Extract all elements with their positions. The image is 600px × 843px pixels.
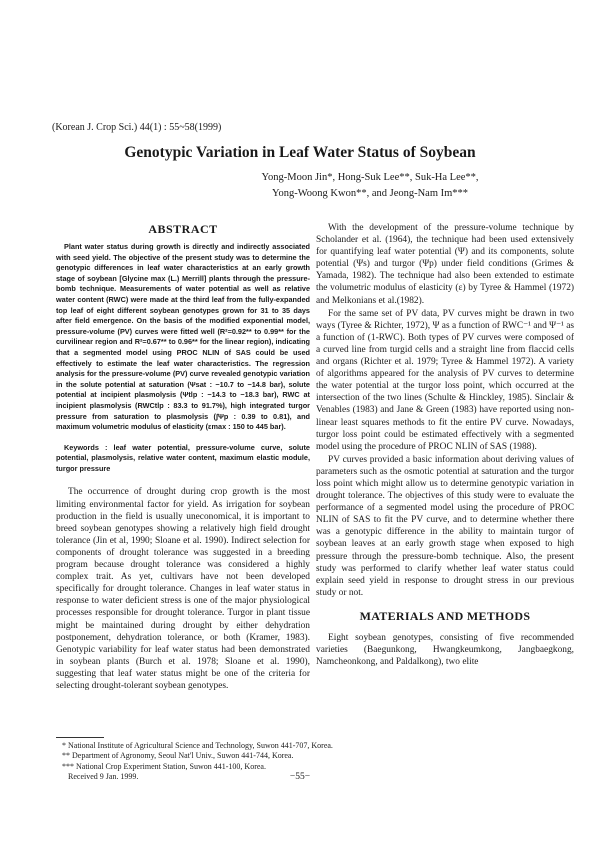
paper-title: Genotypic Variation in Leaf Water Status of Soybean bbox=[124, 144, 476, 161]
methods-heading: MATERIALS AND METHODS bbox=[359, 608, 531, 623]
body-paragraph-2: For the same set of PV data, PV curves might be drawn in two ways (Tyree & Richter, 1972), Ψ as a function of RWC⁻¹ and Ψ⁻¹ as a function of (1-RWC). Both types of PV curves were composed of a curved line from turgid cells and a straight line from flaccid cells and organs (Richter et al. 1979; Tyree & Hammel 1972). A variety of algorithms appeared for the analysis of PV curves to determine the water potential at the turgor loss point, which occurred at the intersection of the two lines (Schulte & Hinckley, 1985). Sinclair & Venables (1983) and Jane & Green (1983) have reported using non-linear least squares methods to fit the entire PV curve. Nowadays, turgor loss point could be estimated effectively with a segmented model using the procedure of PROC NLIN of SAS (1988). bbox=[316, 308, 574, 452]
page-number: −55− bbox=[289, 772, 311, 782]
abstract-text: Plant water status during growth is directly and indirectly associated with seed yield. The objective of the present study was to determine the genotypic differences in leaf water characteristics at an early growth stage of soybean [Glycine max (L.) Merrill] plants through the pressure-bomb technique. Measurements of water potential as well as relative water content (RWC) were made at the third leaf from the fully-expanded top leaf of eight different soybean genotypes grown for 31 to 35 days after field emergence. On the basis of the modified exponential model, pressure-volume (PV) curves were fitted well (R²=0.92** to 0.99** for the curvilinear region and R²=0.67** to 0.96** for the linear region), indicating that a segmented model using PROC NLIN of SAS could be used effectively to estimate the leaf water characteristics. The regression analysis for the pressure-volume (PV) curve revealed genotypic variation in the solute potential at saturation (Ψsat : −10.7 to −14.8 bar), solute potential at incipient plasmolysis (Ψtlp : −14.3 to −18.3 bar), RWC at incipient plasmolysis (RWCtlp : 83.3 to 91.7%), high integrated turgor pressure from saturation to plasmolysis (∫Ψp : 0.39 to 0.81), and maximum volumetric modulus of elasticity (εmax : 150 to 445 bar). bbox=[56, 242, 310, 432]
methods-paragraph: Eight soybean genotypes, consisting of five recommended varieties (Baegunkong, Hwangkeumkong, Jangbaegkong, Namcheonkong, and Paldalkong), two elite bbox=[316, 632, 574, 668]
footnote-1: * National Institute of Agricultural Science and Technology, Suwon 441-707, Korea. bbox=[62, 741, 333, 750]
right-column bbox=[316, 222, 574, 668]
keywords: Keywords : leaf water potential, pressure-volume curve, solute potential, plasmolysis, relative water content, maximum elastic module, turgor pressure bbox=[56, 442, 310, 473]
author-line-2: Yong-Woong Kwon**, and Jeong-Nam Im*** bbox=[271, 188, 469, 199]
author-list bbox=[160, 170, 580, 202]
received-date: Received 9 Jan. 1999. bbox=[68, 771, 139, 781]
left-column bbox=[56, 222, 310, 692]
footnote-2: ** Department of Agronomy, Seoul Nat'l Univ., Suwon 441-744, Korea. bbox=[62, 751, 294, 761]
body-paragraph-1: With the development of the pressure-volume technique by Scholander et al. (1964), the technique had been used extensively for quantifying leaf water potential (Ψ) and its components, solute potential (Ψs) and turgor (Ψp) under field conditions (Grimes & Yamada, 1982). The technique had also been extended to estimate the volumetric modulus of elasticity (ε) by Tyree & Hammel (1972) and Melkonians et al.(1982). bbox=[316, 223, 574, 306]
journal-reference: (Korean J. Crop Sci.) 44(1) : 55~58(1999) bbox=[52, 122, 222, 133]
footnote-rule bbox=[56, 737, 104, 738]
author-line-1: Yong-Moon Jin*, Hong-Suk Lee**, Suk-Ha Lee**, bbox=[261, 172, 479, 183]
abstract-heading: ABSTRACT bbox=[148, 222, 218, 236]
intro-paragraph: The occurrence of drought during crop growth is the most limiting environmental factor for yield. As irrigation for soybean production in the field is usually uneconomical, it is important to breed soybean genotypes showing a relatively high field drought tolerance (Jin et al, 1990; Sloane et al. 1990). Indirect selection for components of drought tolerance was suggested in a breeding program because drought tolerance was considered a highly complex trait. As yet, cultivars have not been developed specifically for drought tolerance. Changes in leaf water status in response to water deficient stress is one of the major physiological processes responsible for drought tolerance. Turgor in plant tissue might be maintained during drought by either dehydration postponement, dehydration tolerance, or both (Kramer, 1983). Genotypic variability for leaf water status had been demonstrated in soybean plants (Burch et al. 1978; Sloane et al. 1990), suggesting that leaf water status might be one of the criteria for selecting drought-tolerant soybean genotypes. bbox=[56, 487, 310, 691]
body-paragraph-3: PV curves provided a basic information about deriving values of parameters such as the osmotic potential at saturation and the turgor loss point which might allow us to determine genotypic variation in drought tolerance. The objectives of this study were to evaluate the performance of a segmented model using the procedure of PROC NLIN of SAS to fit the PV curve, and to determine whether there was a genotypic difference in the ability to maintain turgor of soybean leaves at an early growth stage when exposed to high pressure through the pressure-bomb technique. Also, the present study was performed to clarify whether leaf water status could explain seed yield in response to drought stress in our previous study or not. bbox=[316, 454, 574, 598]
footnote-3: *** National Crop Experiment Station, Suwon 441-100, Korea. bbox=[62, 761, 266, 771]
